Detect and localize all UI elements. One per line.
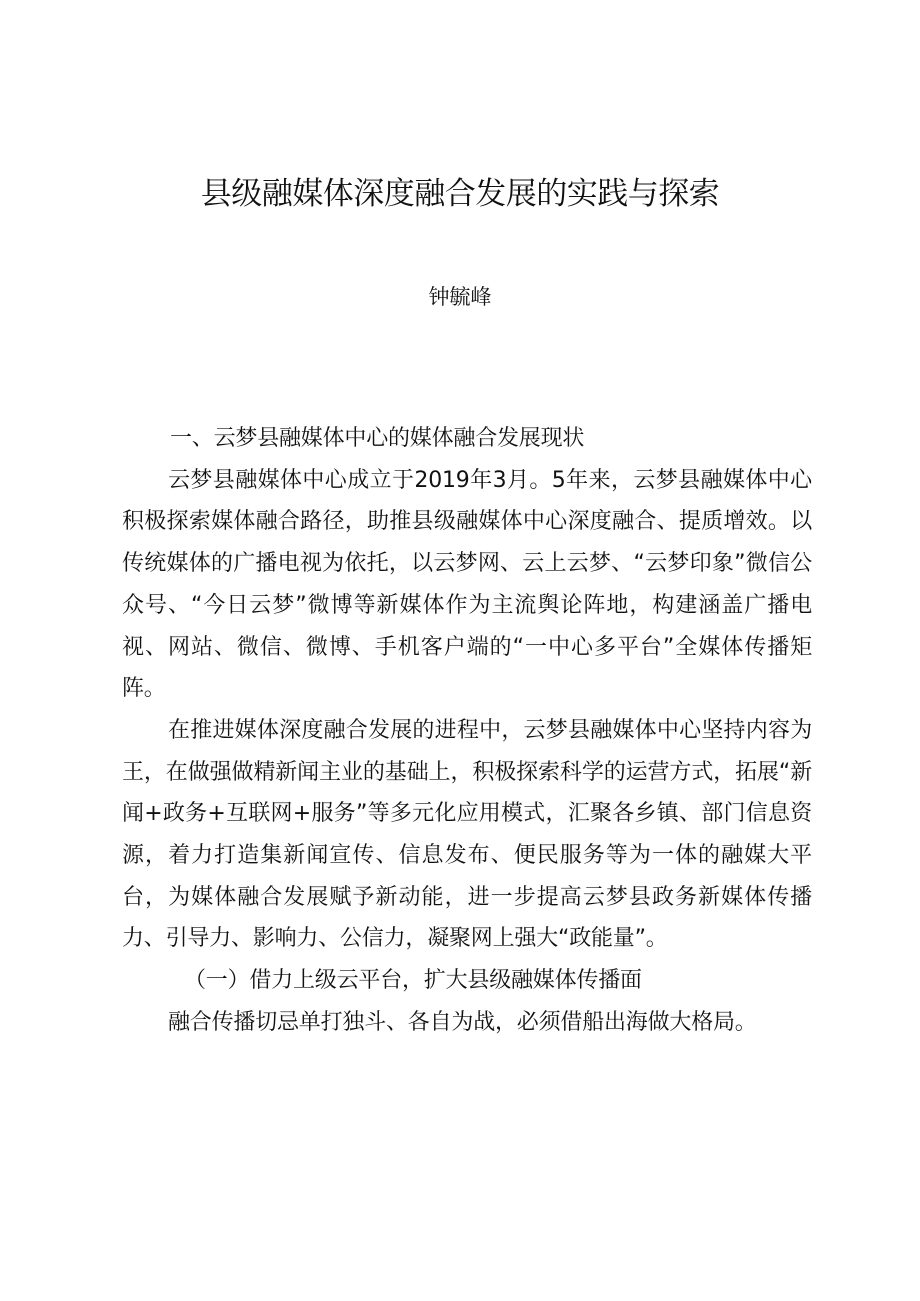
subsection-heading: （一）借力上级云平台，扩大县级融媒体传播面 — [184, 968, 642, 994]
author-name: 钟毓峰 — [428, 285, 492, 309]
document-body — [122, 418, 812, 1044]
section-heading: 一、云梦县融媒体中心的媒体融合发展现状 — [170, 426, 585, 451]
paragraph: 云梦县融媒体中心成立于2019年3月。5年来，云梦县融媒体中心积极探索媒体融合路径，助推县级融媒体中心深度融合、提质增效。以传统媒体的广播电视为依托，以云梦网、云上云梦、“云梦印象”微信公众号、“今日云梦”微博等新媒体作为主流舆论阵地，构建涵盖广播电视、网站、微信、微博、手机客户端的“一中心多平台”全媒体传播矩阵。 — [122, 467, 812, 702]
document-title: 县级融媒体深度融合发展的实践与探索 — [200, 176, 720, 212]
paragraph: 在推进媒体深度融合发展的进程中，云梦县融媒体中心坚持内容为王，在做强做精新闻主业的基础上，积极探索科学的运营方式，拓展“新闻+政务+互联网+服务”等多元化应用模式，汇聚各乡镇、部门信息资源，着力打造集新闻宣传、信息发布、便民服务等为一体的融媒大平台，为媒体融合发展赋予新动能，进一步提高云梦县政务新媒体传播力、引导力、影响力、公信力，凝聚网上强大“政能量”。 — [122, 717, 812, 952]
paragraph: 融合传播切忌单打独斗、各自为战，必须借船出海做大格局。 — [168, 1009, 757, 1035]
